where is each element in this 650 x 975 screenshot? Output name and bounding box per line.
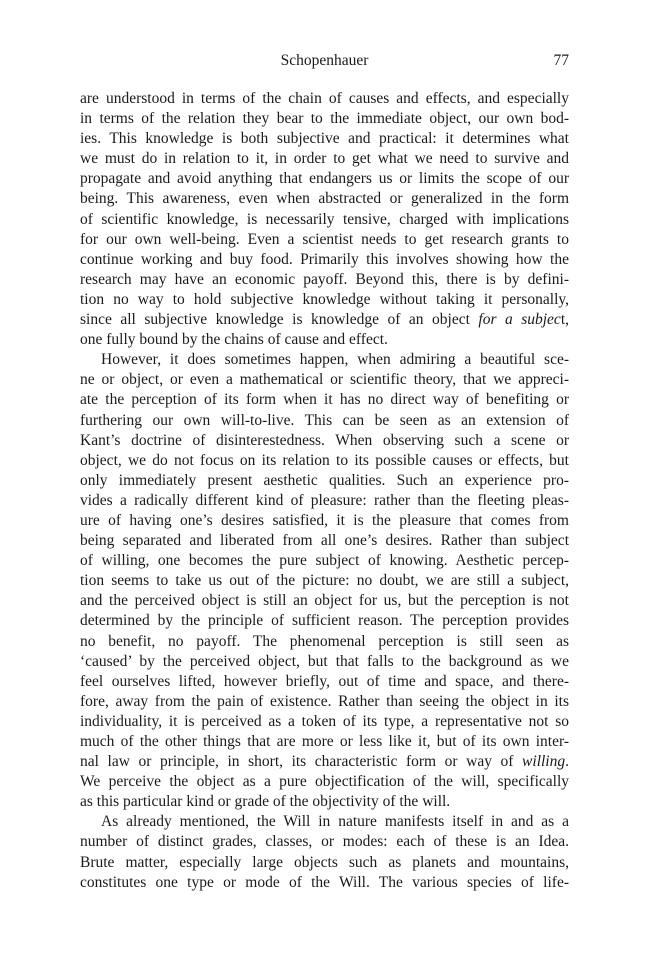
emphasis-text: for a subjec bbox=[478, 311, 561, 329]
running-head bbox=[80, 52, 569, 72]
running-title: Schopenhauer bbox=[280, 52, 369, 69]
text-line: feel ourselves lifted, however briefly, out of time and space, and there- bbox=[80, 672, 569, 690]
text-line: ure of having one’s desires satisfied, it is the pleasure that comes from bbox=[80, 511, 569, 529]
text-line: We perceive the object as a pure objectification of the will, specifically bbox=[80, 773, 569, 791]
text-line: object, we do not focus on its relation to its possible causes or effects, but bbox=[80, 451, 569, 469]
text-line: continue working and buy food. Primarily this involves showing how the bbox=[80, 250, 569, 268]
text-line: much of the other things that are more or less like it, but of its own inter- bbox=[80, 733, 569, 750]
text-line: Brute matter, especially large objects such as planets and mountains, bbox=[80, 853, 569, 871]
text-line: ne or object, or even a mathematical or scientific theory, that we appreci- bbox=[80, 371, 569, 389]
text-segment: since all subjective knowledge is knowledge of an object bbox=[80, 311, 479, 329]
text-line: ate the perception of its form when it has no direct way of benefiting or bbox=[80, 391, 569, 409]
text-line: fore, away from the pain of existence. Rather than seeing the object in its bbox=[80, 692, 569, 710]
text-line: of willing, one becomes the pure subject of knowing. Aesthetic percep- bbox=[80, 552, 569, 570]
text-line: constitutes one type or mode of the Will. The various species of life- bbox=[80, 873, 569, 891]
text-line: tion no way to hold subjective knowledge without taking it personally, bbox=[80, 290, 569, 308]
text-line: for our own well-being. Even a scientist needs to get research grants to bbox=[80, 230, 569, 248]
text-line: number of distinct grades, classes, or modes: each of these is an Idea. bbox=[80, 833, 569, 851]
text-line: determined by the principle of sufficient reason. The perception provides bbox=[80, 612, 569, 630]
text-line: as this particular kind or grade of the objectivity of the will. bbox=[80, 793, 451, 811]
text-line: being. This awareness, even when abstracted or generalized in the form bbox=[80, 190, 569, 208]
text-line: we must do in relation to it, in order to get what we need to survive and bbox=[80, 150, 569, 168]
text-segment: . bbox=[565, 753, 569, 771]
emphasis-text: willing bbox=[522, 753, 566, 771]
text-segment: t, bbox=[560, 311, 570, 329]
text-line: in terms of the relation they bear to the immediate object, our own bod- bbox=[80, 110, 569, 128]
text-line: are understood in terms of the chain of causes and effects, and especially bbox=[80, 90, 569, 107]
text-line: research may have an economic payoff. Beyond this, there is by defini- bbox=[80, 270, 569, 288]
text-line: furthering our own will-to-live. This can be seen as an extension of bbox=[80, 411, 569, 429]
text-line: no benefit, no payoff. The phenomenal perception is still seen as bbox=[80, 632, 569, 650]
text-line: one fully bound by the chains of cause and effect. bbox=[80, 331, 388, 349]
page-number: 77 bbox=[553, 52, 569, 69]
text-line: tion seems to take us out of the picture: no doubt, we are still a subject, bbox=[80, 572, 569, 590]
text-line: ies. This knowledge is both subjective and practical: it determines what bbox=[80, 130, 569, 148]
text-line: vides a radically different kind of pleasure: rather than the fleeting pleas- bbox=[80, 491, 569, 509]
text-line: ‘caused’ by the perceived object, but that falls to the background as we bbox=[80, 652, 569, 670]
text-line: being separated and liberated from all one’s desires. Rather than subject bbox=[80, 532, 569, 550]
text-line: However, it does sometimes happen, when admiring a beautiful sce- bbox=[101, 351, 569, 369]
text-line-with-emphasis bbox=[80, 752, 569, 772]
text-line: propagate and avoid anything that endangers us or limits the scope of our bbox=[80, 170, 569, 188]
text-line: of scientific knowledge, is necessarily tensive, charged with implications bbox=[80, 210, 569, 228]
text-line: As already mentioned, the Will in nature manifests itself in and as a bbox=[101, 813, 569, 831]
text-line: only immediately present aesthetic qualities. Such an experience pro- bbox=[80, 471, 569, 489]
body-text bbox=[80, 89, 569, 893]
text-line-with-emphasis bbox=[80, 310, 569, 330]
text-line: individuality, it is perceived as a token of its type, a representative not so bbox=[80, 712, 569, 730]
text-line: and the perceived object is still an object for us, but the perception is not bbox=[80, 592, 569, 610]
text-segment: nal law or principle, in short, its characteristic form or way of bbox=[80, 753, 523, 771]
text-line: Kant’s doctrine of disinterestedness. When observing such a scene or bbox=[80, 431, 569, 449]
